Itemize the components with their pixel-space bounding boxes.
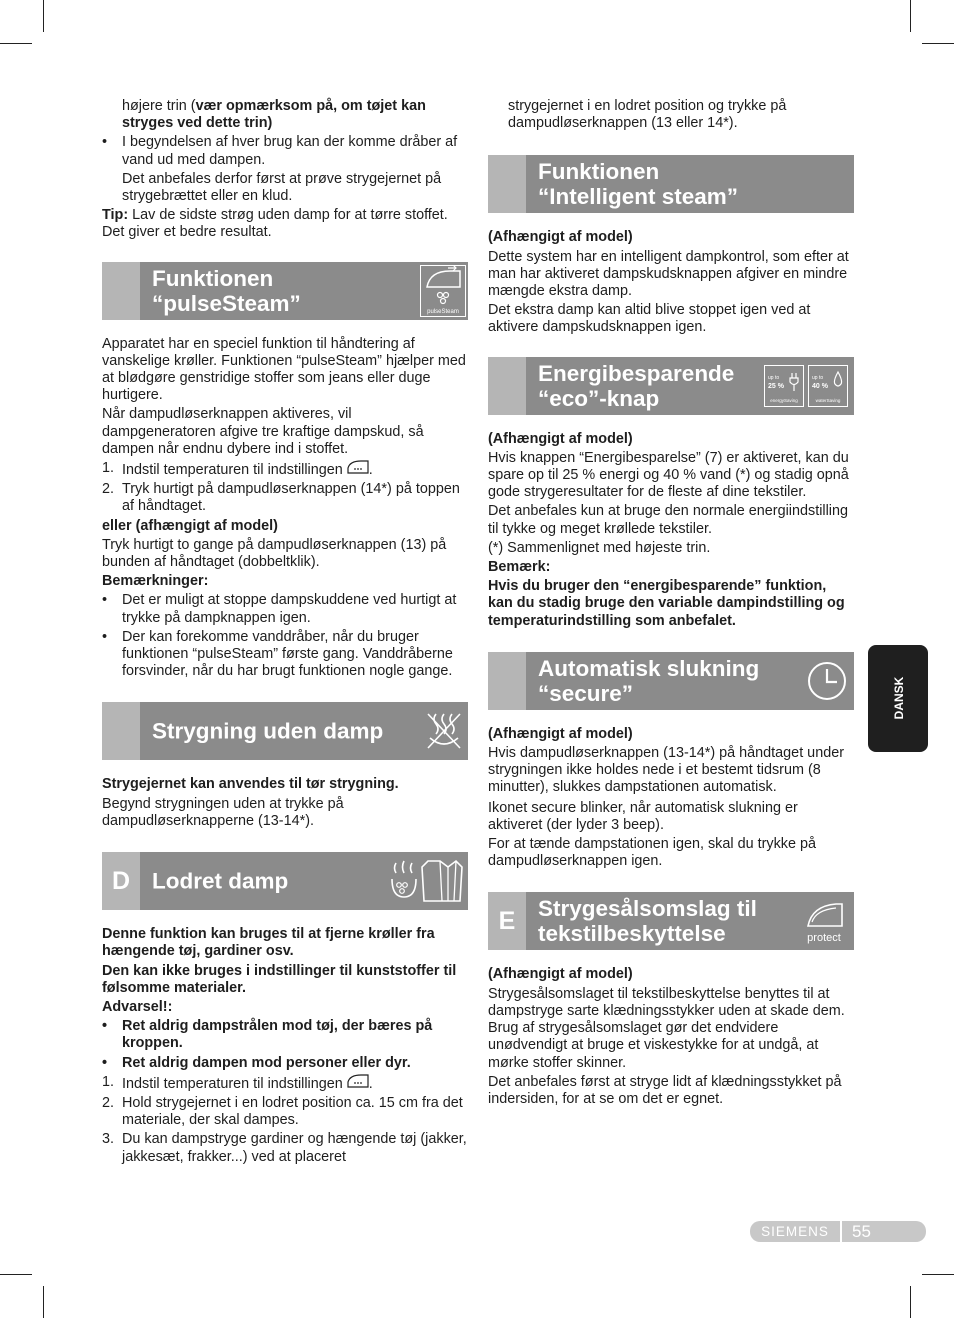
body-paragraph: Det anbefales kun at bruge den normale energiindstilling til tykke og meget krøllede tekstiler. <box>488 503 848 537</box>
crop-mark <box>0 43 32 44</box>
list-item: • Ret aldrig dampen mod personer eller dyr. <box>102 1054 411 1071</box>
list-item: 2. Hold strygejernet i en lodret position ca. 15 cm fra det materiale, der skal dampes. <box>102 1094 463 1129</box>
section-header-protect <box>488 892 854 950</box>
temperature-setting-icon <box>347 462 369 478</box>
warning-label: Advarsel!: <box>102 998 173 1015</box>
svg-text:25 %: 25 % <box>768 382 784 390</box>
model-note: (Afhængigt af model) <box>488 430 633 447</box>
section-title: Strygning uden damp <box>152 718 384 744</box>
tip-paragraph: Tip: Lav de sidste strøg uden damp for at tørre stoffet. Det giver et bedre resultat. <box>102 207 448 241</box>
section-title: Strygesålsomslag til tekstilbeskyttelse <box>538 896 757 947</box>
protect-icon <box>798 896 850 951</box>
header-tab <box>488 155 526 213</box>
body-paragraph: Apparatet har en speciel funktion til håndtering af vanskelige krøller. Funktionen “pulseSteam” hjælper med at blødgøre genstridige stoffer som jeans eller duge hurtigere. <box>102 335 466 404</box>
body-paragraph: Tryk hurtigt to gange på dampudløserknappen (13) på bunden af håndtaget (dobbeltklik). <box>102 536 447 571</box>
header-tab <box>488 357 526 415</box>
header-tab <box>102 262 140 320</box>
list-item: • Det er muligt at stoppe dampskuddene ved hurtigt at trykke på dampknappen igen. <box>102 592 457 626</box>
body-paragraph: Det ekstra damp kan altid blive stoppet igen ved at aktivere dampskudsknappen igen. <box>488 302 811 336</box>
intro-paragraph: Det anbefales derfor først at prøve strygejernet på strygebrættet eller en klud. <box>122 170 442 205</box>
section-letter: D <box>102 852 140 910</box>
list-item: 1. Indstil temperaturen til indstillingen . <box>102 460 373 479</box>
secure-word: secure <box>531 798 577 816</box>
body-paragraph: (*) Sammenlignet med højeste trin. <box>488 539 711 556</box>
section-header-pulsesteam <box>102 262 468 320</box>
svg-text:waterSaving: waterSaving <box>815 397 841 403</box>
section-title: Funktionen “pulseSteam” <box>152 265 301 316</box>
crop-mark <box>922 1274 954 1275</box>
svg-text:40 %: 40 % <box>812 382 828 390</box>
section-header-intelligent-steam <box>488 155 854 213</box>
body-paragraph: Hvis knappen “Energibesparelse” (7) er aktiveret, kan du spare op til 25 % energi og 40 % vand (*) og stadig opnå gode strygeresultater for de fleste af dine tekstiler. <box>488 449 849 501</box>
body-paragraph: Hvis du bruger den “energibesparende” funktion, kan du stadig bruge den variable dampindstilling og temperaturindstilling som anbefalet. <box>488 578 845 629</box>
section-title: Funktionen “Intelligent steam” <box>538 159 739 210</box>
header-tab <box>102 702 140 760</box>
crop-mark <box>910 0 911 32</box>
body-paragraph: Dette system har en intelligent dampkontrol, som efter at man har aktiveret dampskudsknappen afgiver en mindre mængde ekstra damp. <box>488 248 849 300</box>
model-note: (Afhængigt af model) <box>488 229 633 246</box>
list-item: 1. Indstil temperaturen til indstillingen . <box>102 1073 373 1092</box>
model-note: (Afhængigt af model) <box>488 966 633 983</box>
body-paragraph: Hvis dampudløserknappen (13-14*) på håndtaget under strygningen ikke holdes nede i et bestemt tidsrum (8 minutter), slukkes dampstationen automatisk. <box>488 745 844 796</box>
water-saving-icon <box>808 365 848 412</box>
list-item: • I begyndelsen af hver brug kan der komme dråber af vand ud med dampen. <box>102 134 458 168</box>
body-paragraph: Ikonet secure blinker, når automatisk slukning er aktiveret (der lyder 3 beep). <box>488 798 798 833</box>
crop-mark <box>0 1274 32 1275</box>
section-header-eco <box>488 357 854 415</box>
svg-text:up to: up to <box>768 374 780 381</box>
body-paragraph: eller (afhængigt af model) <box>102 517 278 534</box>
list-item: • Ret aldrig dampstrålen mod tøj, der bæres på kroppen. <box>102 1018 433 1052</box>
list-item: 2. Tryk hurtigt på dampudløserknappen (14*) på toppen af håndtaget. <box>102 481 460 515</box>
list-item: • Der kan forekomme vanddråber, når du bruger funktionen “pulseSteam” første gang. Vanddråberne forsvinder, når du har brugt funktionen nogle gange. <box>102 628 453 680</box>
svg-text:protect: protect <box>807 932 841 945</box>
page-number: 55 <box>842 1221 926 1242</box>
body-paragraph: Det anbefales først at stryge lidt af klædningsstykket på indersiden, for at se om det er egnet. <box>488 1073 842 1107</box>
language-side-tab <box>868 645 928 752</box>
svg-text:DANSK: DANSK <box>892 676 906 720</box>
svg-text:pulseSteam: pulseSteam <box>427 308 459 315</box>
section-title: Lodret damp <box>152 868 289 894</box>
section-header-secure <box>488 652 854 710</box>
crop-mark <box>922 43 954 44</box>
body-paragraph: For at tænde dampstationen igen, skal du trykke på dampudløserknappen igen. <box>488 836 816 870</box>
intro-paragraph: højere trin (vær opmærksom på, om tøjet kan stryges ved dette trin) <box>122 98 426 132</box>
svg-text:up to: up to <box>812 374 824 381</box>
section-title: Energibesparende “eco”-knap <box>538 360 735 411</box>
vertical-steam-icon <box>388 857 464 908</box>
clock-icon <box>806 660 848 707</box>
section-header-vertical-steam <box>102 852 468 910</box>
right-column <box>488 98 854 1110</box>
header-tab <box>488 652 526 710</box>
left-column <box>102 98 468 1168</box>
body-paragraph: Når dampudløserknappen aktiveres, vil dampgeneratoren afgive tre kraftige dampskud, så dampen når endnu dybere ind i stoffet. <box>102 406 424 457</box>
crop-mark <box>910 1286 911 1318</box>
body-paragraph: Strygesålsomslaget til tekstilbeskyttelse benyttes til at dampstryge sarte klædningsstykker uden at skade dem. Brug af strygesålsomslaget gør det endvidere unødvendigt at bruge et viskestykke for at undgå, at mørke stoffer skinner. <box>488 985 845 1071</box>
energy-saving-icon <box>764 365 804 412</box>
crop-mark <box>43 0 44 32</box>
notes-label: Bemærkninger: <box>102 573 209 590</box>
pulsesteam-icon <box>420 265 466 322</box>
note-label: Bemærk: <box>488 559 551 576</box>
body-paragraph: Denne funktion kan bruges til at fjerne krøller fra hængende tøj, gardiner osv. <box>102 926 435 960</box>
temperature-setting-icon <box>347 1076 369 1092</box>
body-paragraph: Den kan ikke bruges i indstillinger til kunststoffer til følsomme materialer. <box>102 962 457 996</box>
section-letter: E <box>488 892 526 950</box>
body-paragraph: Begynd strygningen uden at trykke på dampudløserknapperne (13-14*). <box>102 795 344 829</box>
no-steam-icon <box>424 710 464 757</box>
section-header-dry-ironing <box>102 702 468 760</box>
body-paragraph: Strygejernet kan anvendes til tør strygning. <box>102 776 399 793</box>
svg-text:energySaving: energySaving <box>770 397 798 403</box>
brand-label: SIEMENS <box>750 1221 840 1242</box>
list-item: 3. Du kan dampstryge gardiner og hængende tøj (jakker, jakkesæt, frakker...) ved at placeret <box>102 1131 467 1165</box>
section-title: Automatisk slukning “secure” <box>538 655 760 706</box>
body-paragraph: strygejernet i en lodret position og trykke på dampudløserknappen (13 eller 14*). <box>508 98 787 132</box>
crop-mark <box>43 1286 44 1318</box>
model-note: (Afhængigt af model) <box>488 725 633 742</box>
